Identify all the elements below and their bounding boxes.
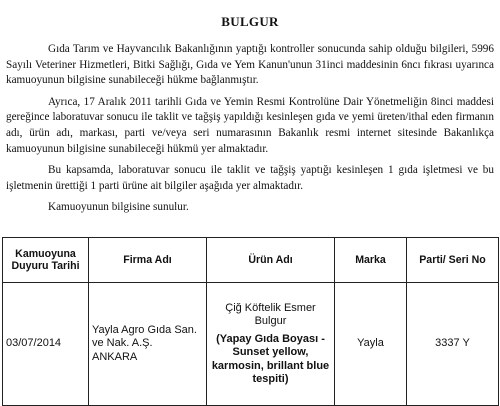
- table-row: [3, 283, 499, 406]
- header-date: Kamuoyuna Duyuru Tarihi: [3, 238, 89, 283]
- cell-firm: [89, 283, 207, 406]
- firm-name: Yayla Agro Gıda San. ve Nak. A.Ş.: [92, 323, 197, 350]
- header-firm: Firma Adı: [89, 238, 207, 283]
- header-lot: Parti/ Seri No: [407, 238, 499, 283]
- header-product: Ürün Adı: [207, 238, 335, 283]
- table-header-row: [3, 238, 499, 283]
- cell-lot: 3337 Y: [407, 283, 499, 406]
- document-title: BULGUR: [221, 14, 279, 29]
- paragraph-scope: Bu kapsamda, laboratuvar sonucu ile taklit ve tağşiş yaptığı kesinleşen 1 gıda işletmesi ve bu işletmenin ürettiği 1 parti ürüne ait bilgiler aşağıda yer almaktadır.: [6, 164, 494, 192]
- cell-product: [207, 283, 335, 406]
- firm-city: ANKARA: [92, 350, 138, 363]
- paragraph-regulation: Ayrıca, 17 Aralık 2011 tarihli Gıda ve Yemin Resmi Kontrolüne Dair Yönetmeliğin 8inci maddesi gereğince laboratuvar sonucu ile taklit ve tağşiş yapıldığı kesinleşen gıda ve yemi üreten/ithal eden firmanın adı, ürün adı, markası, parti ve/veya seri numarasının Bakanlık resmi internet sitesinde Bakanlıkça kamuoyunun bilgisine sunabileceği hükmü yer almaktadır.: [6, 95, 494, 155]
- cell-brand: Yayla: [335, 283, 407, 406]
- product-name: Çiğ Köftelik Esmer Bulgur: [225, 301, 316, 327]
- product-finding-note: (Yapay Gıda Boyası - Sunset yellow, karmosin, brillant blue tespiti): [211, 332, 330, 385]
- paragraph-closing: Kamuoyunun bilgisine sunulur.: [48, 201, 189, 214]
- notice-table: [2, 237, 499, 406]
- cell-date: 03/07/2014: [3, 283, 89, 406]
- header-brand: Marka: [335, 238, 407, 283]
- paragraph-legal-basis: Gıda Tarım ve Hayvancılık Bakanlığının yaptığı kontroller sonucunda sahip olduğu bilgileri, 5996 Sayılı Veteriner Hizmetleri, Bitki Sağlığı, Gıda ve Yem Kanun'unun 31inci maddesinin 6ncı fıkrası uyarınca kamuoyunun bilgisine sunabileceği hükme bağlanmıştır.: [6, 43, 494, 87]
